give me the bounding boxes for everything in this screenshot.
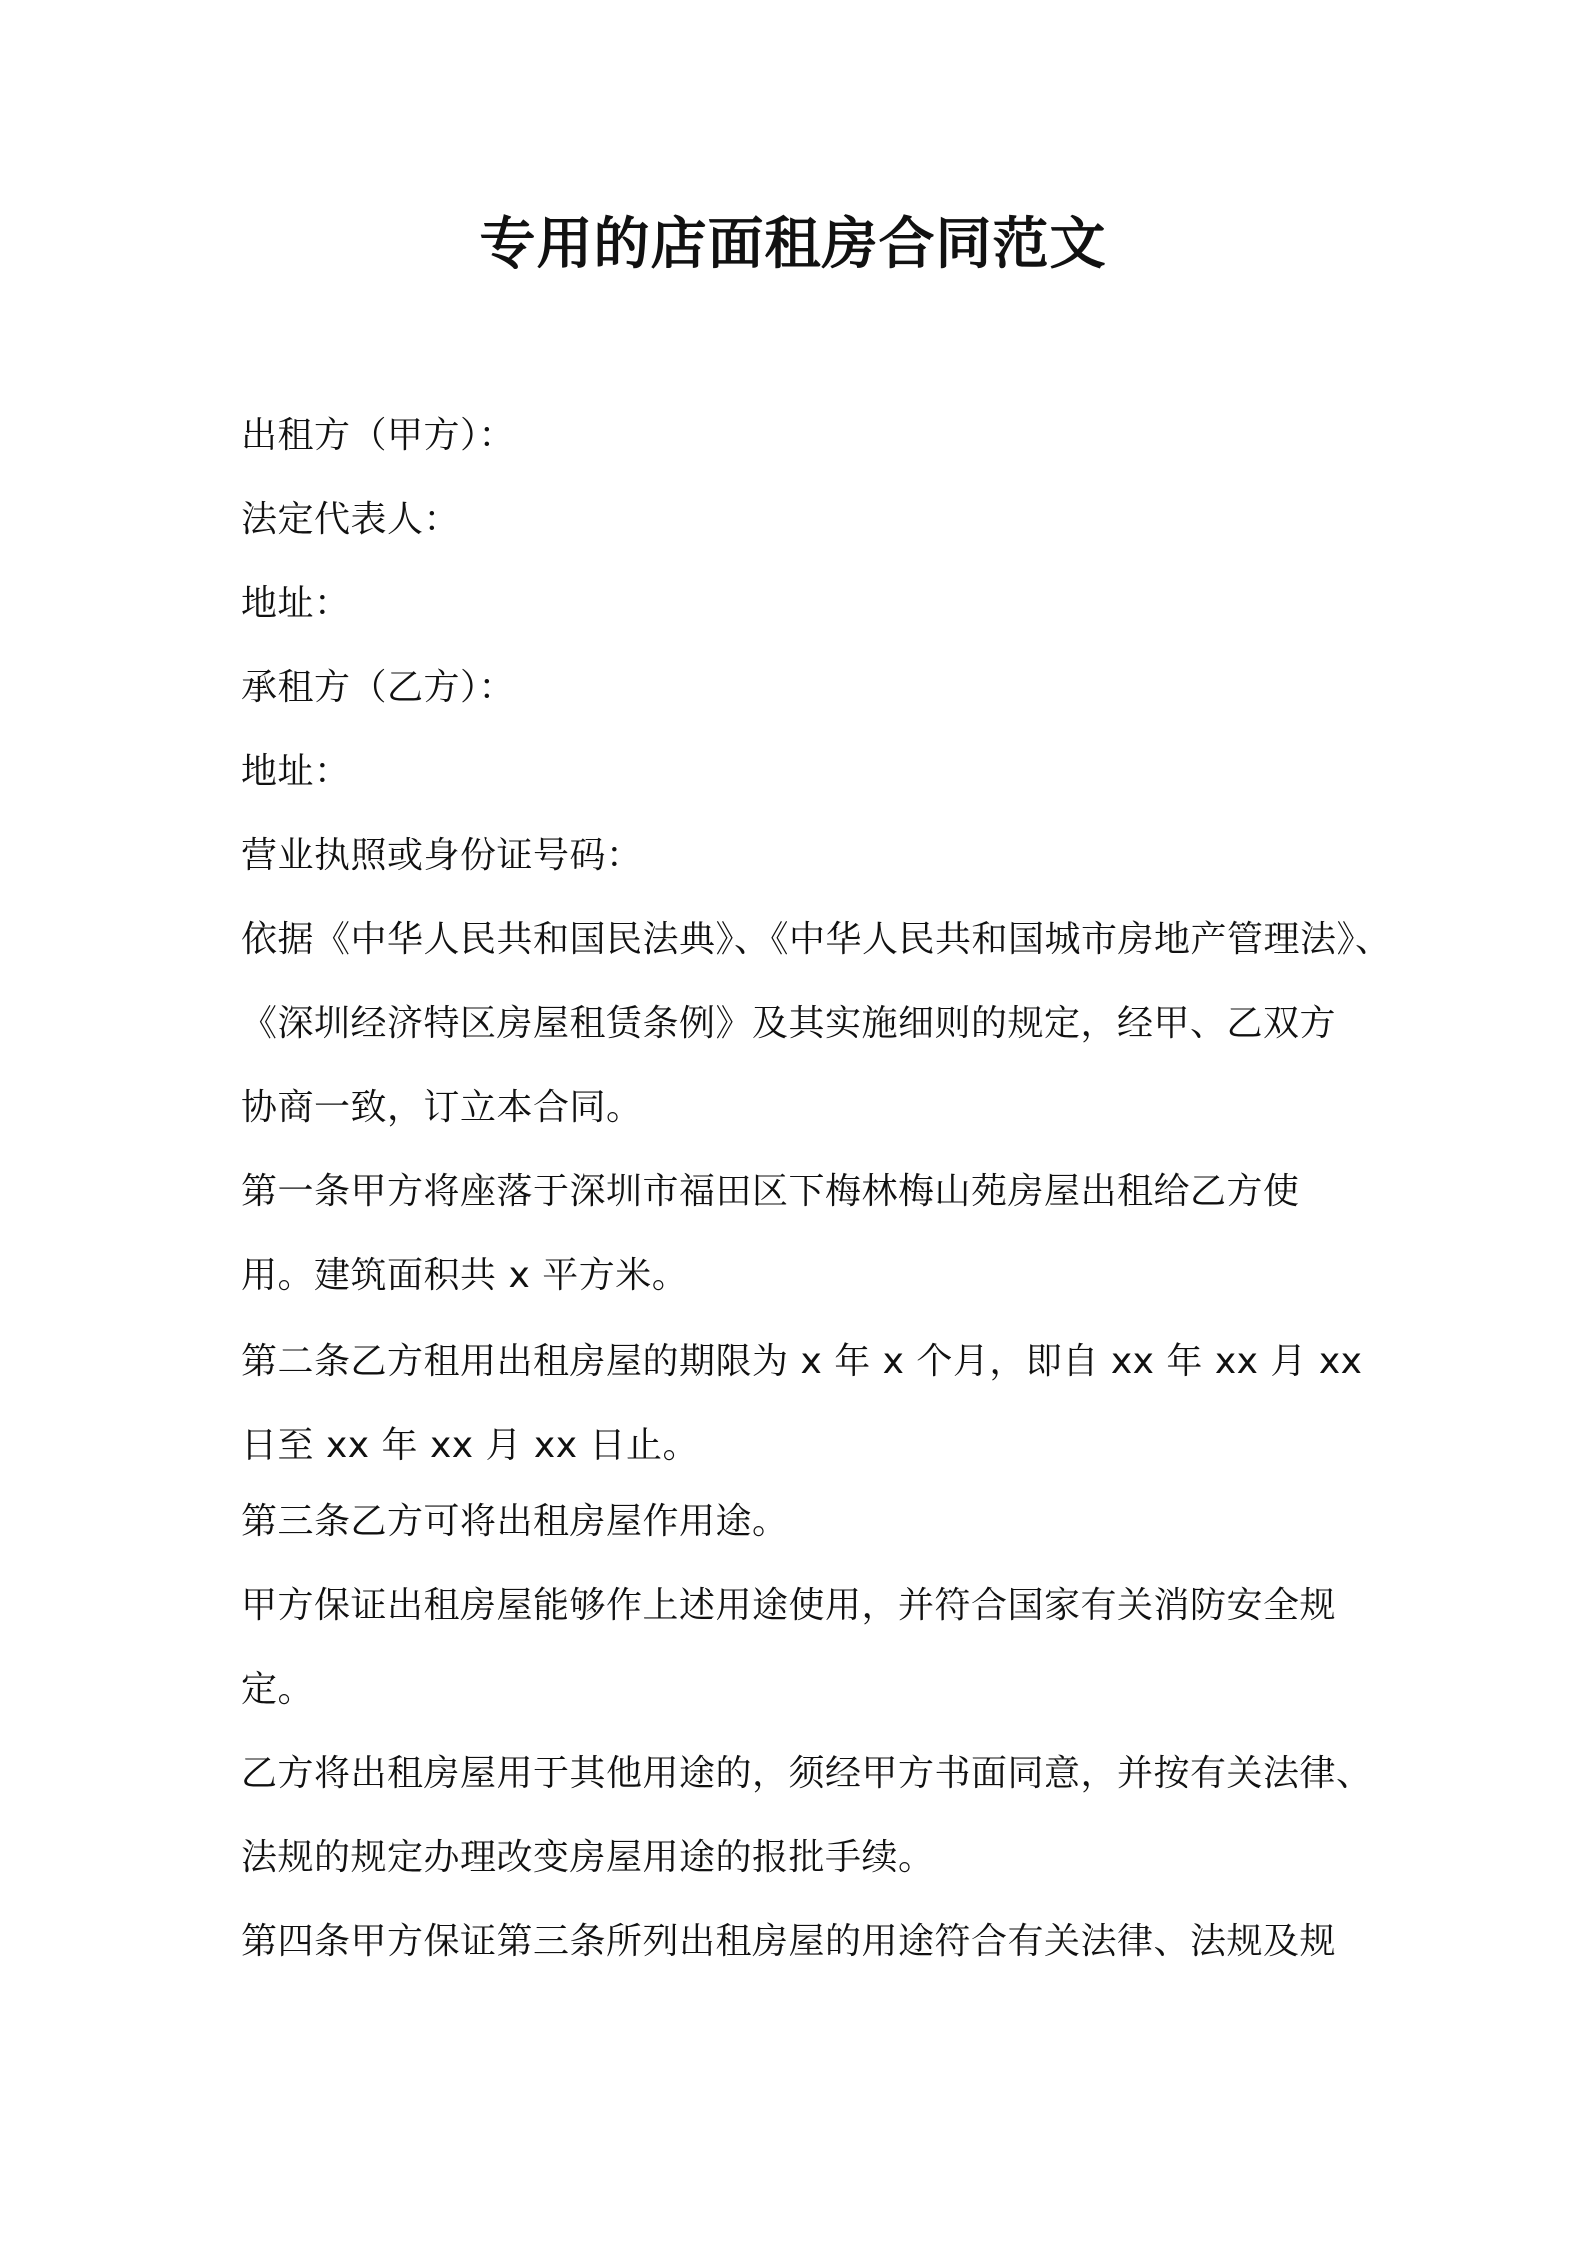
guarantee-line-2: 定。 (241, 1669, 315, 1710)
document-title: 专用的店面租房合同范文 (479, 212, 1107, 277)
preamble-line-1: 依据《中华人民共和国民法典》、《中华人民共和国城市房地产管理法》、 (241, 919, 1392, 960)
article-4-line-1: 第四条甲方保证第三条所列出租房屋的用途符合有关法律、法规及规 (241, 1921, 1337, 1962)
lessor-line: 出租方（甲方）： (241, 415, 516, 456)
preamble-line-3: 协商一致，订立本合同。 (241, 1087, 643, 1128)
legal-representative-line: 法定代表人： (241, 499, 461, 540)
license-id-line: 营业执照或身份证号码： (241, 835, 643, 876)
guarantee-line-1: 甲方保证出租房屋能够作上述用途使用，并符合国家有关消防安全规 (241, 1585, 1337, 1626)
article-1-line-1: 第一条甲方将座落于深圳市福田区下梅林梅山苑房屋出租给乙方使 (241, 1171, 1300, 1212)
article-2-line-1: 第二条乙方租用出租房屋的期限为 x 年 x 个月，即自 xx 年 xx 月 xx (241, 1341, 1363, 1382)
article-1-line-2: 用。建筑面积共 x 平方米。 (241, 1255, 689, 1296)
lessor-address-line: 地址： (241, 583, 351, 624)
article-2-line-2: 日至 xx 年 xx 月 xx 日止。 (241, 1425, 699, 1466)
usage-change-line-1: 乙方将出租房屋用于其他用途的，须经甲方书面同意，并按有关法律、 (241, 1753, 1373, 1794)
lessee-address-line: 地址： (241, 751, 351, 792)
article-3-line: 第三条乙方可将出租房屋作用途。 (241, 1501, 789, 1542)
lessee-line: 承租方（乙方）： (241, 667, 516, 708)
usage-change-line-2: 法规的规定办理改变房屋用途的报批手续。 (241, 1837, 935, 1878)
preamble-line-2: 《深圳经济特区房屋租赁条例》及其实施细则的规定，经甲、乙双方 (241, 1003, 1337, 1044)
